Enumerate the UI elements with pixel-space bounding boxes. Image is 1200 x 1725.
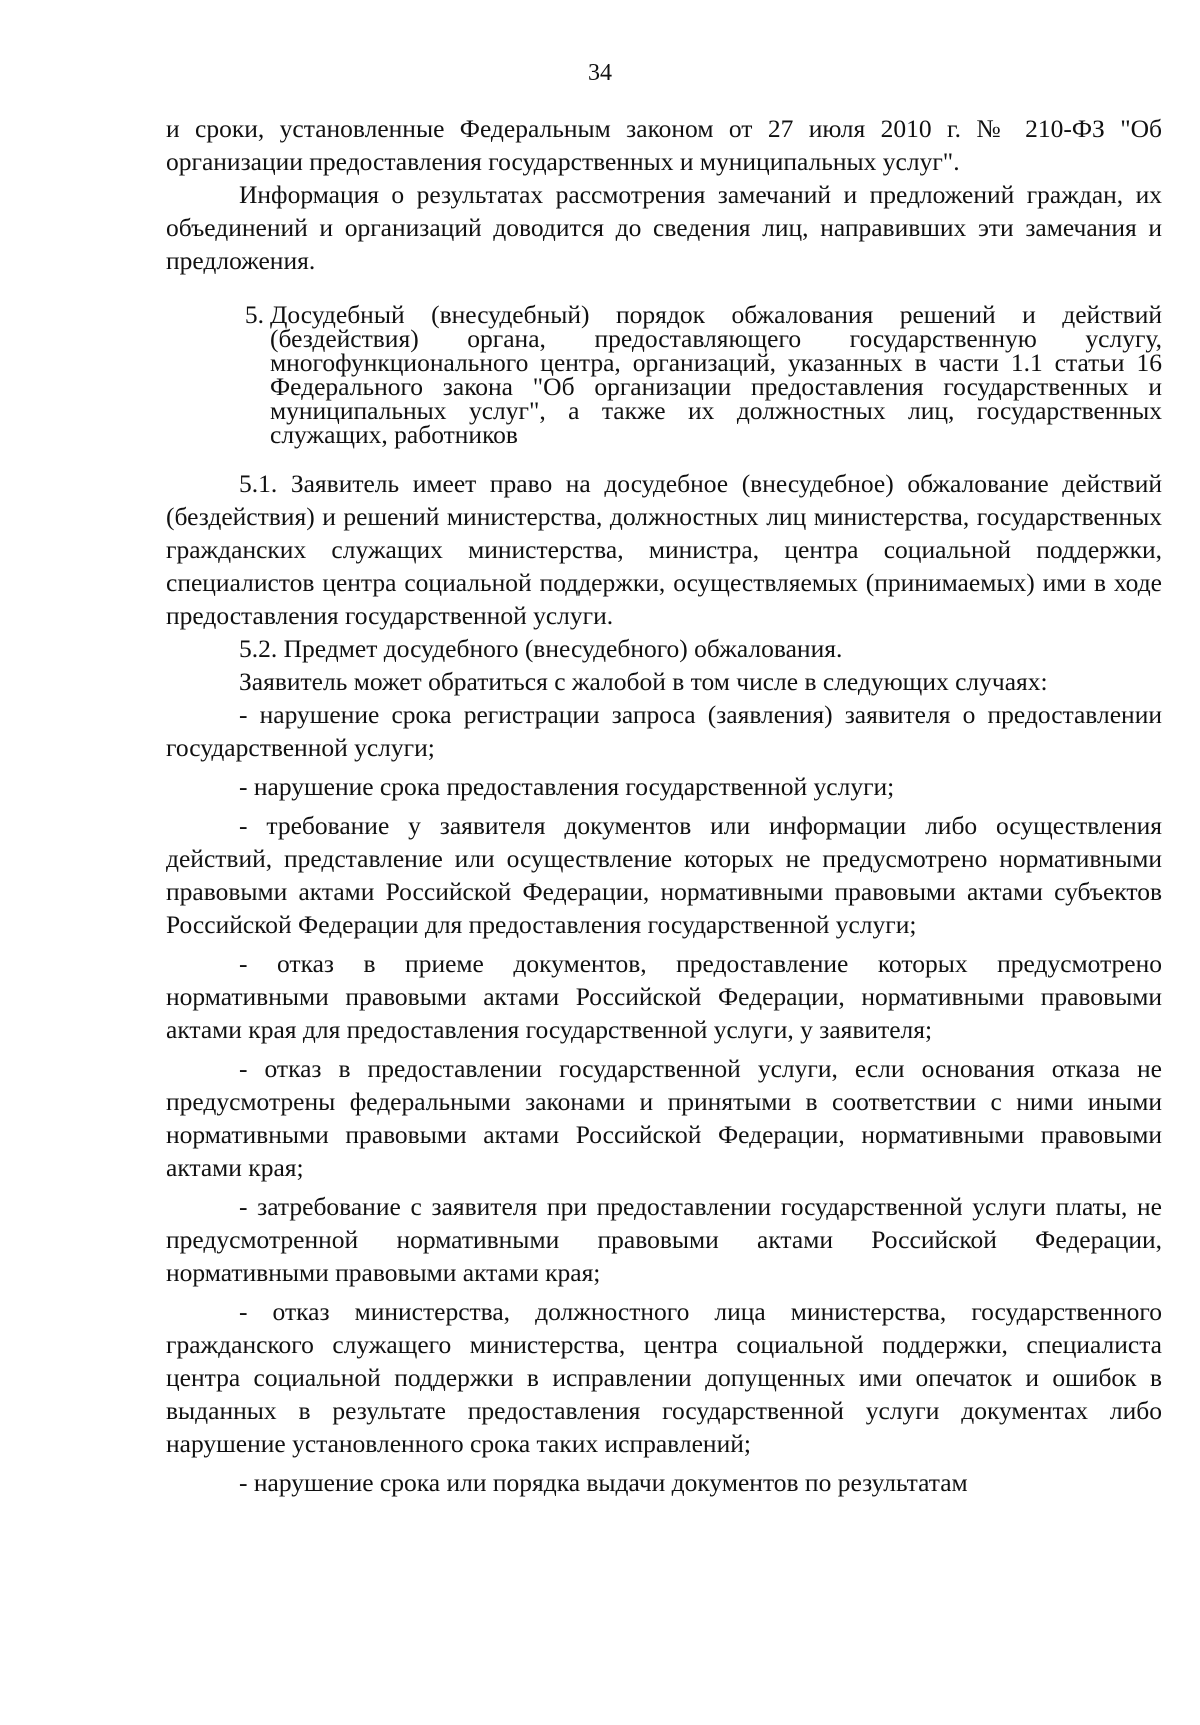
page-number: 34 xyxy=(588,60,612,86)
document-body xyxy=(166,112,1162,1499)
list-item: - затребование с заявителя при предоставлении государственной услуги платы, не предусмотренной нормативными правовыми актами Российской Федерации, нормативными правовыми актами края; xyxy=(166,1192,1162,1287)
paragraph-continuation: и сроки, установленные Федеральным законом от 27 июля 2010 г. № 210-ФЗ "Об организации предоставления государственных и муниципальных услуг". xyxy=(166,114,1162,176)
list-item: - отказ министерства, должностного лица министерства, государственного гражданского служащего министерства, центра социальной поддержки, специалиста центра социальной поддержки в исправлении допущенных ими опечаток и ошибок в выданных в результате предоставления государственной услуги документах либо нарушение установленного срока таких исправлений; xyxy=(166,1297,1162,1458)
section-heading xyxy=(166,300,1162,449)
section-title: Досудебный (внесудебный) порядок обжалования решений и действий (бездействия) органа, предоставляющего государственную услугу, многофункционального центра, организаций, указанных в части 1.1 статьи 16 Федерального закона "Об организации предоставления государственных и муниципальных услуг", а также их должностных лиц, государственных служащих, работников xyxy=(270,300,1162,449)
list-item: - нарушение срока регистрации запроса (заявления) заявителя о предоставлении государственной услуги; xyxy=(166,700,1162,762)
list-item: - отказ в предоставлении государственной услуги, если основания отказа не предусмотрены федеральными законами и принятыми в соответствии с ними иными нормативными правовыми актами Российской Федерации, нормативными правовыми актами края; xyxy=(166,1054,1162,1182)
list-item: - нарушение срока предоставления государственной услуги; xyxy=(239,772,895,801)
list-item: - отказ в приеме документов, предоставление которых предусмотрено нормативными правовыми актами Российской Федерации, нормативными правовыми актами края для предоставления государственной услуги, у заявителя; xyxy=(166,949,1162,1044)
paragraph-information: Информация о результатах рассмотрения замечаний и предложений граждан, их объединений и организаций доводится до сведения лиц, направивших эти замечания и предложения. xyxy=(166,180,1162,275)
paragraph-5-1: 5.1. Заявитель имеет право на досудебное (внесудебное) обжалование действий (бездействия) и решений министерства, должностных лиц министерства, государственных гражданских служащих министерства, министра, центра социальной поддержки, специалистов центра социальной поддержки, осуществляемых (принимаемых) ими в ходе предоставления государственной услуги. xyxy=(166,469,1162,630)
paragraph-5-2: 5.2. Предмет досудебного (внесудебного) обжалования. xyxy=(239,634,843,663)
section-number: 5. xyxy=(244,300,264,329)
paragraph-cases-intro: Заявитель может обратиться с жалобой в том числе в следующих случаях: xyxy=(239,667,1048,696)
list-item: - требование у заявителя документов или информации либо осуществления действий, представление или осуществление которых не предусмотрено нормативными правовыми актами Российской Федерации, нормативными правовыми актами субъектов Российской Федерации для предоставления государственной услуги; xyxy=(166,811,1162,939)
list-item: - нарушение срока или порядка выдачи документов по результатам xyxy=(239,1468,968,1497)
